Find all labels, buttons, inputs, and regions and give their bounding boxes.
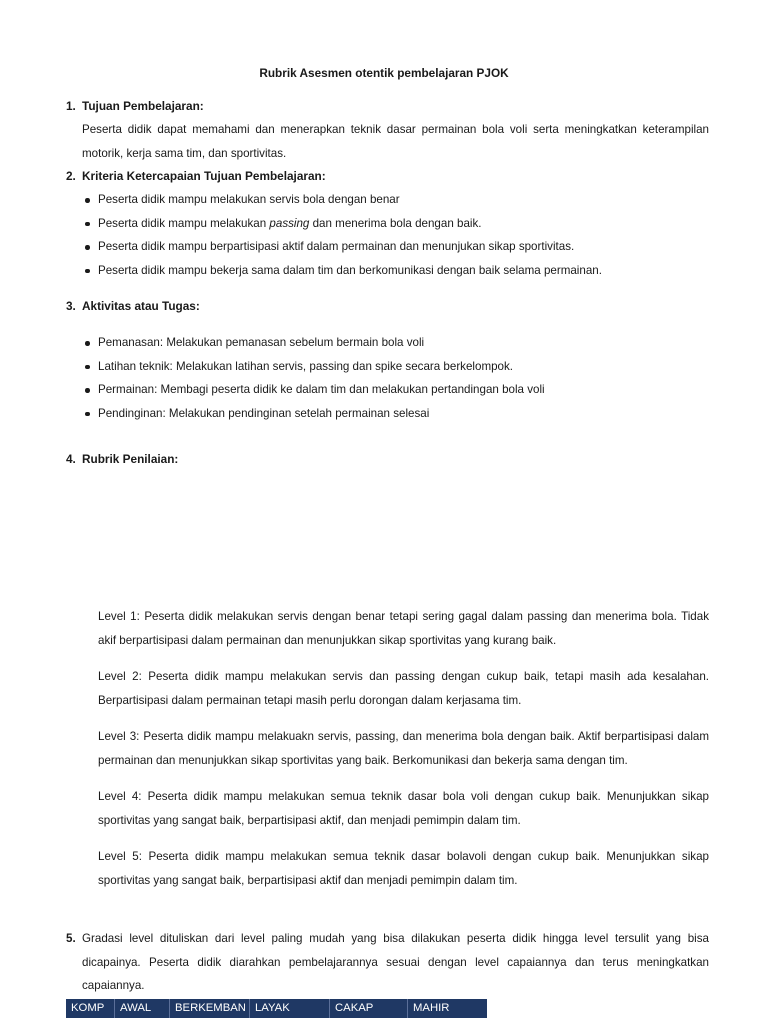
level-table-header: [66, 999, 487, 1018]
rubric-level-5: Level 5: Peserta didik mampu melakukan semua teknik dasar bolavoli dengan cukup baik. Menunjukkan sikap sportivitas yang sangat baik, berpartisipasi aktif dan menjadi pemimpin dalam tim.: [98, 850, 709, 887]
list-item: Pendinginan: Melakukan pendinginan setelah permainan selesai: [82, 402, 712, 426]
section-number: 1.: [66, 99, 76, 113]
table-header-cell: LAYAK: [250, 999, 330, 1018]
list-item: Peserta didik mampu melakukan passing dan menerima bola dengan baik.: [82, 212, 712, 236]
rubric-level-1: Level 1: Peserta didik melakukan servis dengan benar tetapi sering gagal dalam passing dan menerima bola. Tidak akif berpartisipasi dalam permainan dan menunjukkan sikap sportivitas yang kurang baik.: [98, 610, 709, 647]
table-header-cell: KOMP: [66, 999, 115, 1018]
table-header-cell: AWAL: [115, 999, 170, 1018]
section-title: Kriteria Ketercapaian Tujuan Pembelajaran:: [82, 169, 326, 183]
list-item: Pemanasan: Melakukan pemanasan sebelum bermain bola voli: [82, 331, 712, 355]
section-number: 2.: [66, 169, 76, 183]
section-number: 3.: [66, 299, 76, 313]
section-5-paragraph: Gradasi level dituliskan dari level paling mudah yang bisa dilakukan peserta didik hingga level tersulit yang bisa dicapainya. Peserta didik diarahkan pembelajarannya sesuai dengan level capaiannya dan terus meningkatkan capaiannya.: [82, 932, 709, 992]
criteria-list: [82, 188, 712, 282]
rubric-level-3: Level 3: Peserta didik mampu melakuakn servis, passing, dan menerima bola dengan baik. Aktif berpartisipasi dalam permainan dan menunjukkan sikap sportivitas yang baik. Berkomunikasi dan bekerja sama dengan tim.: [98, 730, 709, 767]
section-2-heading: [66, 169, 326, 183]
emphasis-text: passing: [269, 216, 310, 230]
table-header-cell: CAKAP: [330, 999, 408, 1018]
rubric-level-4: Level 4: Peserta didik mampu melakukan semua teknik dasar bola voli dengan cukup baik. Menunjukkan sikap sportivitas yang sangat baik, berpartisipasi aktif, dan menjadi pemimpin dalam tim.: [98, 790, 709, 827]
section-number: 4.: [66, 452, 76, 466]
table-header-cell: MAHIR: [413, 1002, 450, 1014]
section-4-heading: [66, 452, 178, 466]
document-title: Rubrik Asesmen otentik pembelajaran PJOK: [259, 66, 509, 80]
rubric-level-2: Level 2: Peserta didik mampu melakukan servis dan passing dengan cukup baik, tetapi masih ada kesalahan. Berpartisipasi dalam permainan tetapi masih perlu dorongan dalam kerjasama tim.: [98, 670, 709, 707]
list-item: Latihan teknik: Melakukan latihan servis, passing dan spike secara berkelompok.: [82, 355, 712, 379]
list-item: Peserta didik mampu berpartisipasi aktif dalam permainan dan menunjukan sikap sportivitas.: [82, 235, 712, 259]
list-item: Peserta didik mampu melakukan servis bola dengan benar: [82, 188, 712, 212]
section-title: Rubrik Penilaian:: [82, 452, 179, 466]
activity-list: [82, 331, 712, 425]
section-number: 5.: [66, 932, 76, 945]
section-title: Aktivitas atau Tugas:: [82, 299, 200, 313]
list-item: Permainan: Membagi peserta didik ke dalam tim dan melakukan pertandingan bola voli: [82, 378, 712, 402]
section-1-heading: [66, 99, 204, 113]
section-3-heading: [66, 299, 200, 313]
section-title: Tujuan Pembelajaran:: [82, 99, 204, 113]
list-item: Peserta didik mampu bekerja sama dalam tim dan berkomunikasi dengan baik selama permainan.: [82, 259, 712, 283]
table-header-cell: BERKEMBAN: [170, 999, 250, 1018]
section-1-paragraph: Peserta didik dapat memahami dan menerapkan teknik dasar permainan bola voli serta meningkatkan keterampilan motorik, kerja sama tim, dan sportivitas.: [82, 123, 709, 160]
